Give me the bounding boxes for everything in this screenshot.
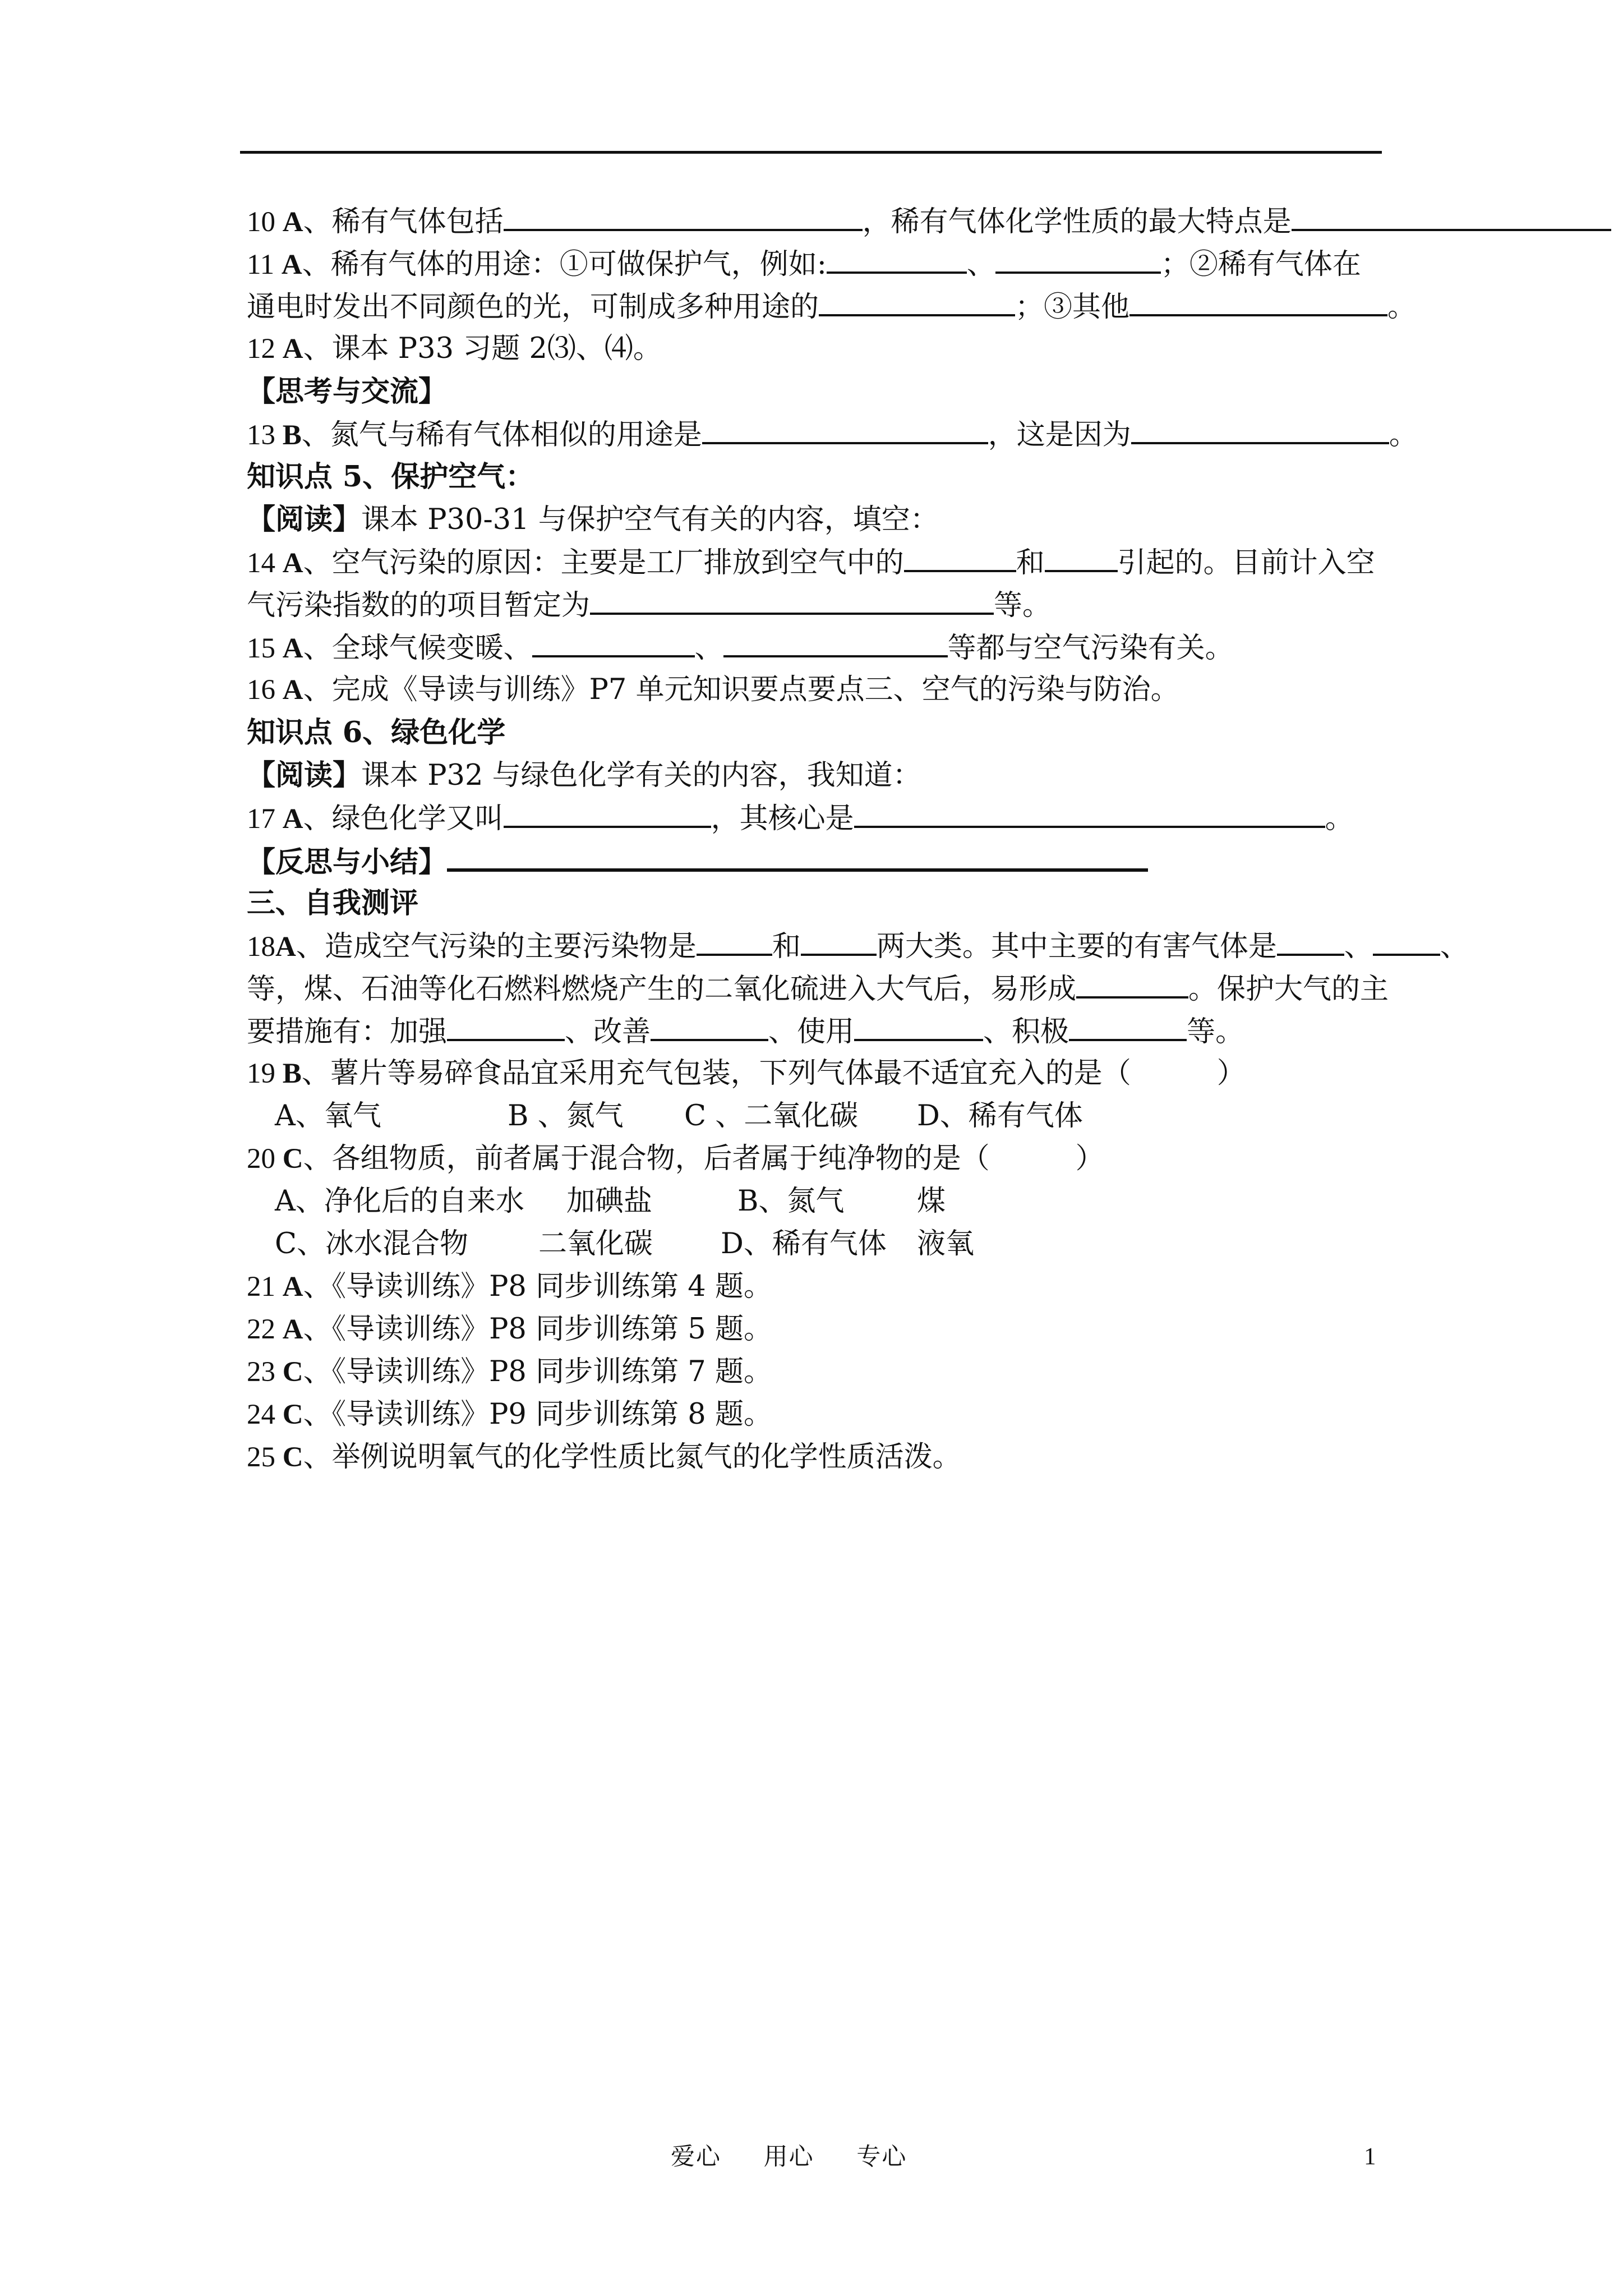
answer-blank[interactable] bbox=[447, 1010, 565, 1041]
answer-blank[interactable] bbox=[854, 797, 1325, 828]
worksheet-body bbox=[247, 200, 1621, 1479]
question-14: 14 A、空气污染的原因：主要是工厂排放到空气中的 和 引起的。目前计入空 bbox=[247, 541, 1621, 583]
answer-blank[interactable] bbox=[1373, 924, 1440, 956]
answer-blank[interactable] bbox=[697, 924, 772, 956]
answer-blank[interactable] bbox=[1131, 413, 1389, 444]
answer-blank[interactable] bbox=[801, 924, 877, 956]
section-heading-think: 【思考与交流】 bbox=[247, 375, 448, 408]
question-20: 20 C、各组物质，前者属于混合物，后者属于纯净物的是（ ） bbox=[247, 1142, 1104, 1175]
option-c[interactable]: C 、二氧化碳 bbox=[684, 1099, 859, 1133]
answer-blank[interactable] bbox=[1292, 200, 1611, 231]
answer-blank[interactable] bbox=[827, 242, 967, 274]
question-11: 11 A、稀有气体的用途：①可做保护气，例如: 、 ；②稀有气体在 bbox=[247, 242, 1621, 285]
option-c-second: 二氧化碳 bbox=[538, 1227, 653, 1260]
question-23: 23 C、《导读训练》P8 同步训练第 7 题。 bbox=[247, 1355, 772, 1388]
question-25: 25 C、举例说明氧气的化学性质比氮气的化学性质活泼。 bbox=[247, 1441, 961, 1474]
knowledge-point-6: 知识点 6、绿色化学 bbox=[247, 716, 506, 749]
answer-blank[interactable] bbox=[1076, 967, 1188, 999]
option-b[interactable]: B 、氮气 bbox=[508, 1099, 624, 1133]
question-18-continued: 等，煤、石油等化石燃料燃烧产生的二氧化硫进入大气后，易形成 。保护大气的主 bbox=[247, 967, 1621, 1010]
answer-blank[interactable] bbox=[819, 285, 1015, 316]
question-14-continued: 气污染指数的的项目暂定为 等。 bbox=[247, 583, 1621, 626]
answer-blank[interactable] bbox=[1277, 924, 1344, 956]
question-12: 12 A、课本 P33 习题 2⑶、⑷。 bbox=[247, 332, 662, 365]
question-20-options-row-1 bbox=[247, 1180, 1621, 1223]
answer-blank[interactable] bbox=[1069, 1010, 1187, 1041]
question-18-measures: 要措施有：加强 、改善 、使用 、积极 等。 bbox=[247, 1010, 1621, 1052]
option-a-second: 加碘盐 bbox=[566, 1185, 653, 1218]
question-24: 24 C、《导读训练》P9 同步训练第 8 题。 bbox=[247, 1398, 772, 1431]
question-19: 19 B、薯片等易碎食品宜采用充气包装，下列气体最不适宜充入的是（ ） bbox=[247, 1057, 1246, 1090]
option-a[interactable]: A、净化后的自来水 bbox=[275, 1185, 524, 1218]
reading-6: 【阅读】课本 P32 与绿色化学有关的内容，我知道： bbox=[247, 758, 921, 792]
answer-blank[interactable] bbox=[447, 839, 1148, 872]
question-21: 21 A、《导读训练》P8 同步训练第 4 题。 bbox=[247, 1270, 772, 1303]
question-20-options-row-2 bbox=[247, 1223, 1621, 1266]
footer-motto: 爱心 用心 专心 bbox=[671, 2143, 907, 2171]
answer-blank[interactable] bbox=[904, 541, 1016, 572]
option-b[interactable]: B、氮气 bbox=[737, 1185, 845, 1218]
answer-blank[interactable] bbox=[532, 626, 695, 657]
question-10: 10 A、稀有气体包括 ，稀有气体化学性质的最大特点是 bbox=[247, 200, 1621, 242]
answer-blank[interactable] bbox=[1129, 285, 1387, 316]
answer-blank[interactable] bbox=[854, 1010, 983, 1041]
answer-blank[interactable] bbox=[651, 1010, 768, 1041]
section-self-assessment: 三、自我测评 bbox=[247, 886, 419, 920]
reflection-line: 【反思与小结】 bbox=[247, 839, 1621, 882]
option-b-second: 煤 bbox=[917, 1185, 946, 1218]
answer-blank[interactable] bbox=[504, 200, 863, 231]
knowledge-point-5: 知识点 5、保护空气： bbox=[247, 460, 534, 494]
option-d[interactable]: D、稀有气体 bbox=[721, 1227, 887, 1260]
option-c[interactable]: C、冰水混合物 bbox=[275, 1227, 469, 1260]
option-d-second: 液氧 bbox=[917, 1227, 975, 1260]
answer-blank[interactable] bbox=[1045, 541, 1118, 572]
question-11-continued: 通电时发出不同颜色的光，可制成多种用途的 ；③其他 。 bbox=[247, 285, 1621, 328]
reading-5: 【阅读】课本 P30-31 与保护空气有关的内容，填空： bbox=[247, 503, 939, 536]
answer-blank[interactable] bbox=[723, 626, 948, 657]
option-d[interactable]: D、稀有气体 bbox=[917, 1099, 1083, 1133]
answer-blank[interactable] bbox=[995, 242, 1161, 274]
question-13: 13 B、氮气与稀有气体相似的用途是 ，这是因为 。 bbox=[247, 413, 1621, 455]
question-22: 22 A、《导读训练》P8 同步训练第 5 题。 bbox=[247, 1313, 772, 1346]
answer-blank[interactable] bbox=[590, 583, 994, 615]
page-number: 1 bbox=[1364, 2143, 1376, 2170]
header-rule bbox=[240, 151, 1382, 154]
question-16: 16 A、完成《导读与训练》P7 单元知识要点要点三、空气的污染与防治。 bbox=[247, 673, 1179, 706]
answer-blank[interactable] bbox=[504, 797, 711, 828]
question-18: 18A、造成空气污染的主要污染物是 和 两大类。其中主要的有害气体是 、 、 bbox=[247, 924, 1621, 967]
page-footer bbox=[0, 2137, 1623, 2177]
option-a[interactable]: A、氧气 bbox=[275, 1099, 381, 1133]
question-15: 15 A、全球气候变暖、 、 等都与空气污染有关。 bbox=[247, 626, 1621, 669]
question-19-options bbox=[247, 1095, 1621, 1138]
answer-blank[interactable] bbox=[702, 413, 988, 444]
question-17: 17 A、绿色化学又叫 ，其核心是 。 bbox=[247, 797, 1621, 839]
